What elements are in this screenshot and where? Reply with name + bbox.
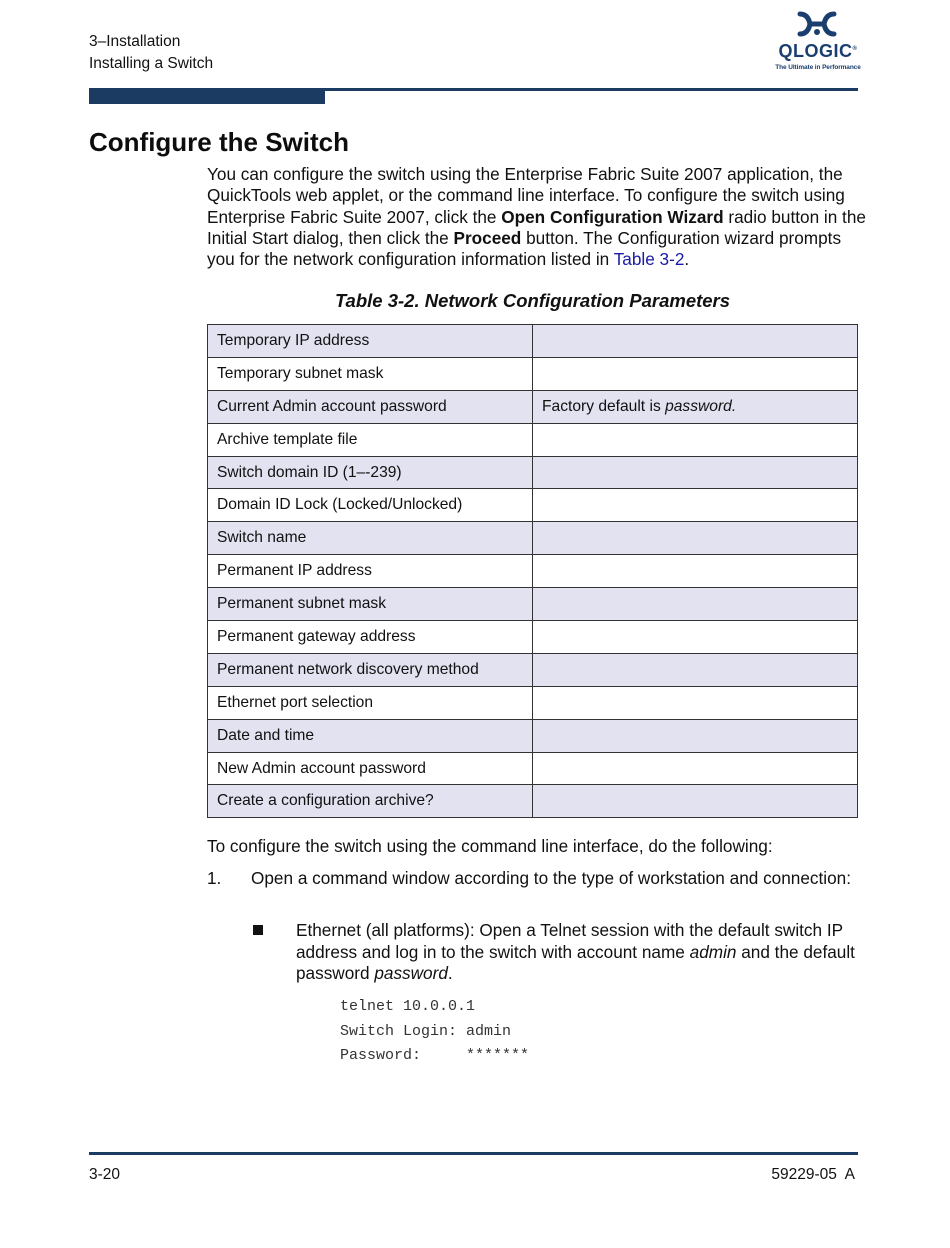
logo-wordmark-text: QLOGIC <box>778 41 853 61</box>
network-config-table <box>207 324 858 818</box>
table-row <box>208 489 858 522</box>
param-value <box>533 555 858 588</box>
logo-tagline: The Ultimate in Performance <box>775 64 861 71</box>
param-value <box>533 686 858 719</box>
qlogic-logo <box>775 10 861 74</box>
param-value <box>533 489 858 522</box>
table-row <box>208 555 858 588</box>
param-name: Permanent IP address <box>208 555 533 588</box>
param-value <box>533 423 858 456</box>
param-name: Archive template file <box>208 423 533 456</box>
table-row <box>208 588 858 621</box>
param-value <box>533 522 858 555</box>
param-name: Switch name <box>208 522 533 555</box>
table-row <box>208 423 858 456</box>
footer-page-number: 3-20 <box>89 1166 121 1183</box>
param-name: Permanent subnet mask <box>208 588 533 621</box>
page-title: Configure the Switch <box>89 127 349 157</box>
code-block <box>340 995 529 1069</box>
param-name: Temporary IP address <box>208 325 533 358</box>
param-value <box>533 752 858 785</box>
param-value-prefix: Factory default is <box>542 397 666 415</box>
param-name: Switch domain ID (1–-239) <box>208 456 533 489</box>
table-row <box>208 357 858 390</box>
param-name: New Admin account password <box>208 752 533 785</box>
running-header-chapter: 3–Installation <box>89 33 181 50</box>
param-name: Temporary subnet mask <box>208 357 533 390</box>
intro-text-2: radio button in the Initial Start dialog, then click the <box>207 206 866 248</box>
param-value <box>533 719 858 752</box>
account-name-term: admin <box>689 941 737 962</box>
default-password-term: password <box>374 963 448 983</box>
param-value <box>533 390 858 423</box>
running-header-section: Installing a Switch <box>89 55 214 72</box>
param-value <box>533 785 858 818</box>
intro-text-4: . <box>684 249 690 270</box>
intro-text-1: You can configure the switch using the Enterprise Fabric Suite 2007 application, the QuickTools web applet, or the command line interface. To configure the switch using Enterprise Fabric Suite 2007, click the <box>207 164 845 227</box>
step-text: Open a command window according to the type of workstation and connection: <box>251 868 852 888</box>
table-row <box>208 325 858 358</box>
param-name: Date and time <box>208 719 533 752</box>
qlogic-mark-icon <box>796 10 838 38</box>
param-value <box>533 357 858 390</box>
bullet-text-3: . <box>447 963 453 983</box>
logo-wordmark <box>775 38 861 62</box>
param-name: Current Admin account password <box>208 390 533 423</box>
param-name: Domain ID Lock (Locked/Unlocked) <box>208 489 533 522</box>
param-name: Create a configuration archive? <box>208 785 533 818</box>
bullet-text-1: Ethernet (all platforms): Open a Telnet session with the default switch IP address and log in to the switch with account name <box>296 920 843 962</box>
table-row <box>208 522 858 555</box>
table-row <box>208 653 858 686</box>
intro-text-3: button. The Configuration wizard prompts you for the network configuration information listed in <box>207 227 842 270</box>
cli-intro-paragraph: To configure the switch using the command line interface, do the following: <box>207 836 773 856</box>
param-value-italic: password. <box>665 397 737 415</box>
table-3-2-link[interactable]: Table 3-2 <box>613 249 685 270</box>
table-row <box>208 621 858 654</box>
registered-mark: ® <box>852 46 858 52</box>
param-value <box>533 653 858 686</box>
step-number: 1. <box>207 868 222 888</box>
footer-doc-number: 59229-05 A <box>771 1166 855 1183</box>
param-value <box>533 325 858 358</box>
code-line: Password: ******* <box>340 1047 530 1064</box>
code-line: Switch Login: admin <box>340 1022 512 1040</box>
table-row <box>208 390 858 423</box>
param-name: Permanent network discovery method <box>208 653 533 686</box>
header-rule-accent <box>89 88 325 104</box>
param-value <box>533 621 858 654</box>
table-row <box>208 785 858 818</box>
footer-rule <box>89 1152 858 1155</box>
proceed-term: Proceed <box>453 227 522 248</box>
param-value <box>533 588 858 621</box>
table-row <box>208 456 858 489</box>
open-config-wizard-term: Open Configuration Wizard <box>501 206 724 227</box>
bullet-text-2: and the default password <box>296 941 855 983</box>
code-line: telnet 10.0.0.1 <box>340 998 476 1015</box>
bullet-text <box>296 920 861 985</box>
square-bullet-icon <box>253 925 263 935</box>
table-caption: Table 3-2. Network Configuration Parameters <box>334 290 731 311</box>
param-name: Ethernet port selection <box>208 686 533 719</box>
intro-paragraph <box>207 164 867 270</box>
table-row <box>208 719 858 752</box>
param-name: Permanent gateway address <box>208 621 533 654</box>
table-row <box>208 686 858 719</box>
table-row <box>208 752 858 785</box>
param-value <box>533 456 858 489</box>
